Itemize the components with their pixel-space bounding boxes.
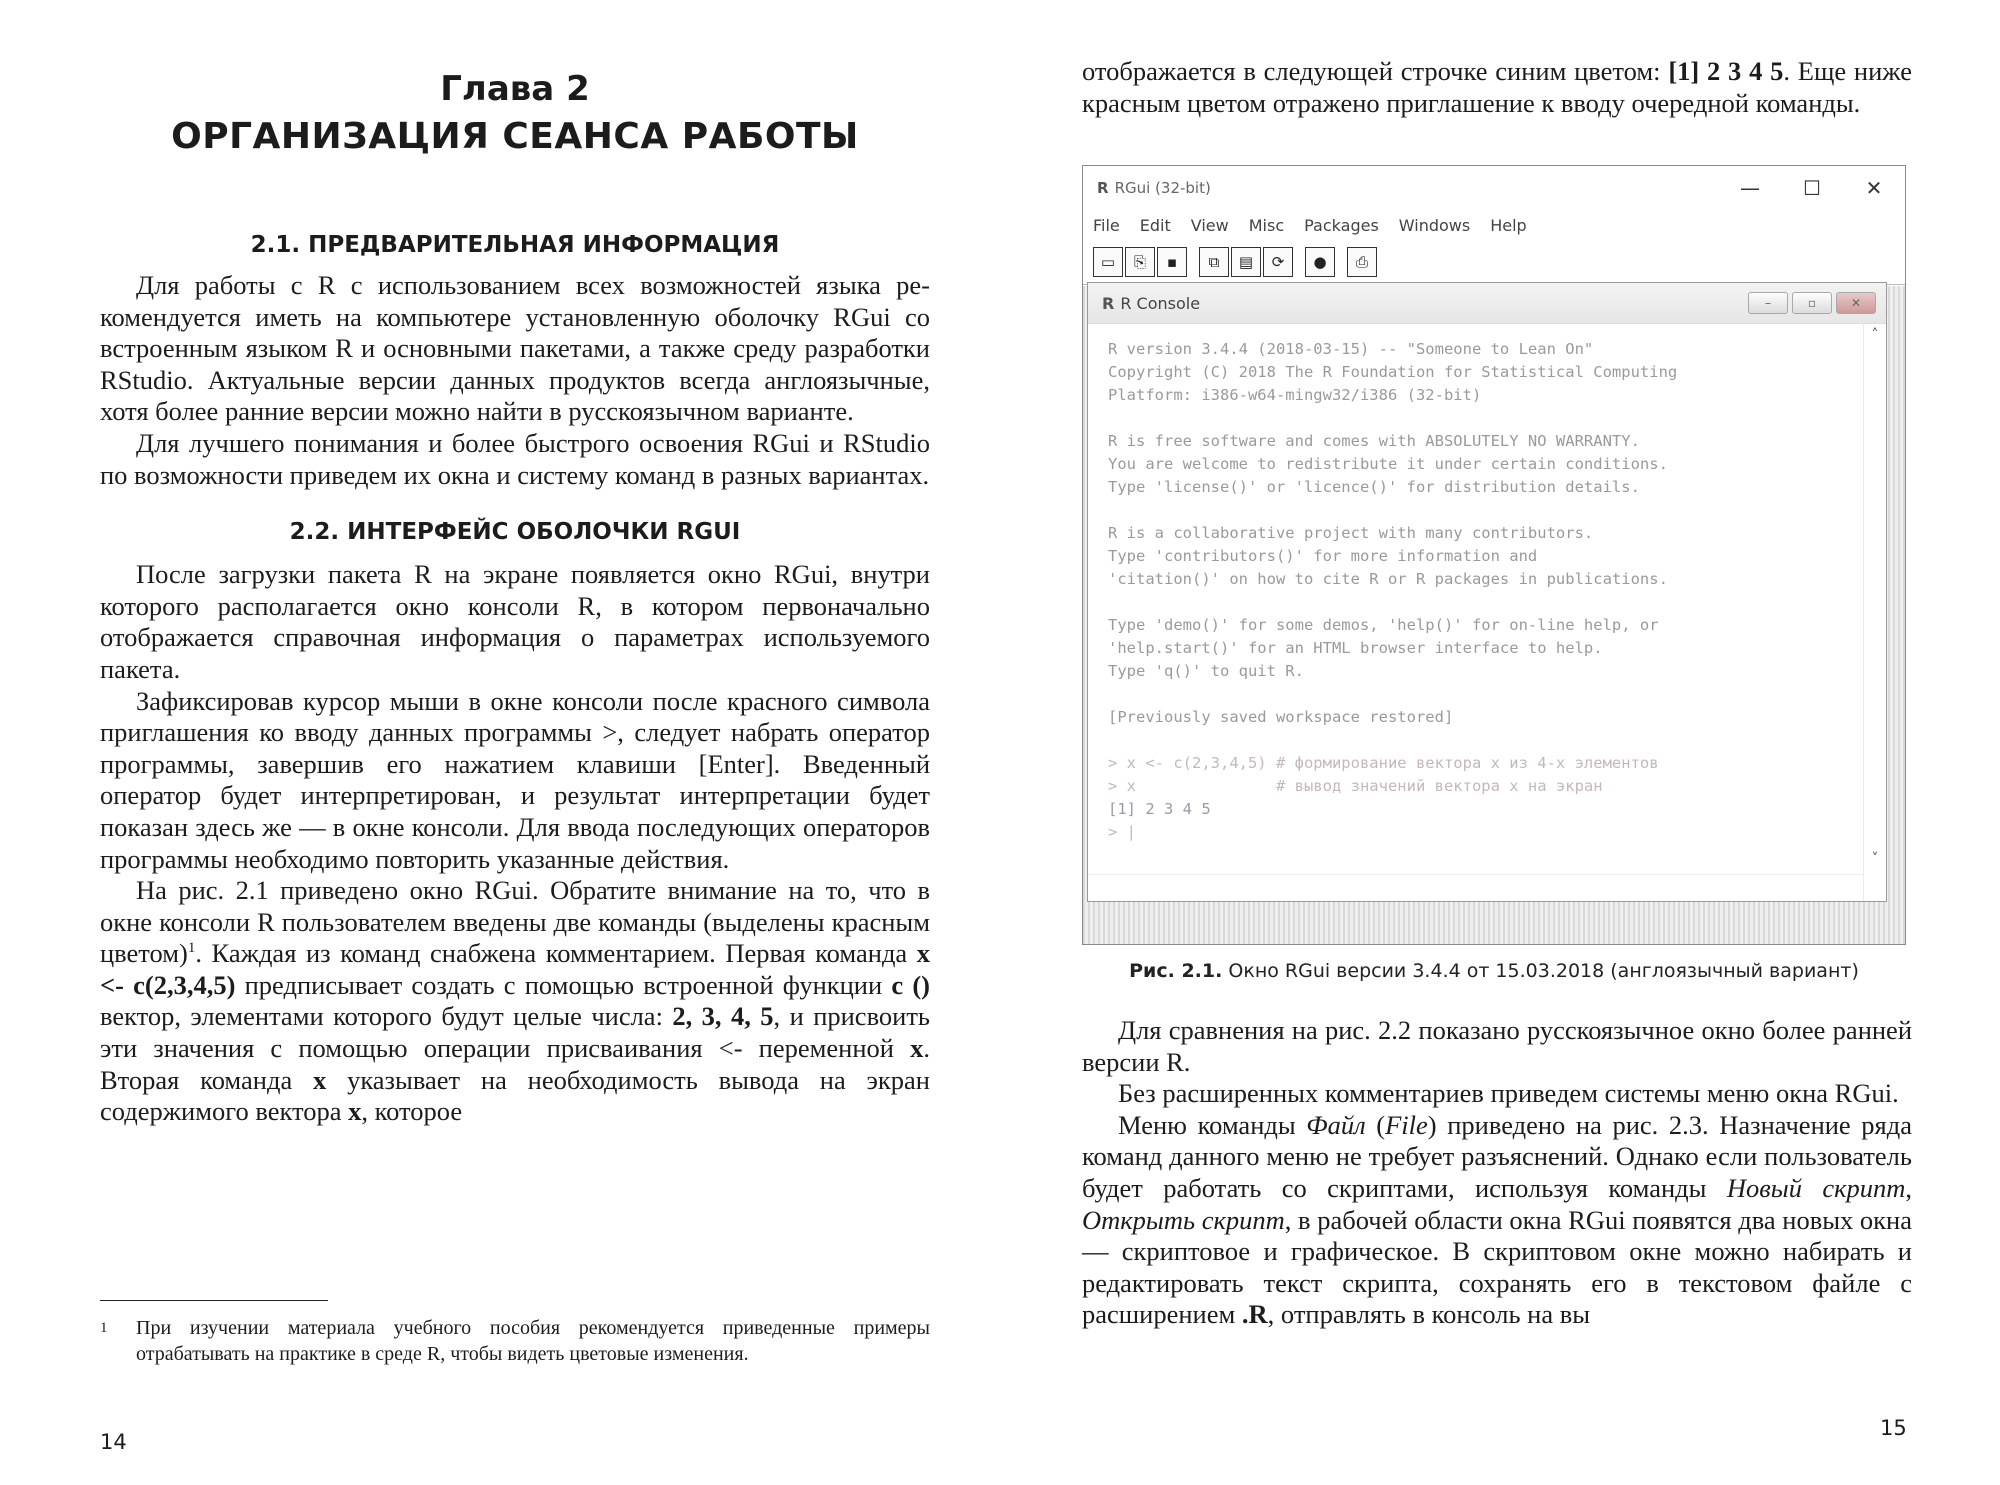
section-2-2-paragraph-2: Зафиксировав курсор мыши в окне консоли после красного символа приглашения ко вводу данных программы >, следует набрать оператор программы, завершив его нажатием клавиши [Enter]. Введенный оператор будет интерпретирован, и результат интерпретации будет показан здесь же — в окне консоли. Для ввода последующих операторов программы необходимо повторить указанные действия. <box>100 685 930 874</box>
section-2-2-title: 2.2. ИНТЕРФЕЙС ОБОЛОЧКИ RGUI <box>289 519 741 546</box>
rgui-titlebar <box>1083 166 1905 210</box>
r-logo-icon: R <box>1097 179 1109 197</box>
menu-file[interactable]: File <box>1093 215 1120 235</box>
figure-caption-text: Окно RGui версии 3.4.4 от 15.03.2018 (англоязычный вариант) <box>1222 960 1859 982</box>
chapter-heading <box>100 66 930 162</box>
console-horizontal-scrollbar[interactable] <box>1088 874 1864 901</box>
footnote-separator <box>100 1300 328 1301</box>
right-top-paragraph: отображается в следующей строчке синим цветом: [1] 2 3 4 5. Еще ниже красным цветом отражено приглашение к вводу очередной команды. <box>1082 56 1912 118</box>
scroll-up-icon[interactable]: ˄ <box>1871 327 1879 343</box>
print-icon[interactable]: ⎙ <box>1347 247 1377 277</box>
console-close-button[interactable]: ✕ <box>1836 292 1876 314</box>
section-2-1-title: 2.1. ПРЕДВАРИТЕЛЬНАЯ ИНФОРМАЦИЯ <box>250 232 780 258</box>
chapter-title: ОРГАНИЗАЦИЯ СЕАНСА РАБОТЫ <box>171 116 859 157</box>
rgui-window <box>1082 165 1906 945</box>
r-console-titlebar <box>1088 283 1886 324</box>
close-button[interactable]: ✕ <box>1865 176 1883 200</box>
save-workspace-icon[interactable]: ▪ <box>1157 247 1187 277</box>
page-number-left: 14 <box>100 1430 127 1454</box>
r-console-logo-icon: R <box>1102 293 1115 313</box>
code-c-function: c () <box>891 969 930 1000</box>
r-console-output[interactable]: R version 3.4.4 (2018-03-15) -- "Someone to Lean On" Copyright (C) 2018 The R Foundation for Statistical Computing Platform: i386-w64-mingw32/i386 (32-bit) R is free software and comes with ABSOLUTELY NO WARRANTY. You are welcome to redistribute it under certain conditions. Type 'license()' or 'licence()' for distribution details. R is a collaborative project with many contributors. Type 'contributors()' for more information and 'citation()' on how to cite R or R packages in publications. Type 'demo()' for some demos, 'help()' for on-line help, or 'help.start()' for an HTML browser interface to help. Type 'q()' to quit R. [Previously saved workspace restored] > x <- c(2,3,4,5) # формирование вектора x из 4-х элементов > x # вывод значений вектора x на экран [1] 2 3 4 5 > | <box>1108 340 1678 841</box>
minimize-button[interactable]: — <box>1740 176 1760 200</box>
right-paragraph-3: Меню команды Файл (File) приведено на рис. 2.3. Назначение ряда команд данного меню не требует разъяснений. Однако если пользователь будет работать со скриптами, используя команды Новый скрипт, Открыть скрипт, в рабочей области окна RGui появятся два новых окна — скриптовое и графическое. В скриптовом окне можно набирать и редактировать текст скрипта, сохранять его в текстовом файле с расширением .R, отправлять в консоль на вы <box>1082 1109 1913 1330</box>
menu-windows[interactable]: Windows <box>1398 215 1471 235</box>
r-console-window <box>1087 282 1887 902</box>
console-vertical-scrollbar[interactable] <box>1863 323 1886 901</box>
console-maximize-button[interactable]: ▫ <box>1792 292 1832 314</box>
footnote <box>100 1315 930 1367</box>
console-prompt: > | <box>1108 823 1136 841</box>
footnote-mark: 1 <box>100 1320 108 1336</box>
section-2-2-paragraph-1: После загрузки пакета R на экране появляется окно RGui, внутри которого располагается окно консоли R, в котором первоначально отображается справочная информация о параметрах используемого пакета. <box>100 559 930 684</box>
stop-icon[interactable]: ● <box>1305 247 1335 277</box>
right-paragraph-2: Без расширенных комментариев приведем системы меню окна RGui. <box>1118 1078 1899 1109</box>
rgui-menubar <box>1083 210 1905 240</box>
paste-icon[interactable]: ▤ <box>1231 247 1261 277</box>
left-page <box>100 0 930 1485</box>
chapter-number: Глава 2 <box>440 69 590 109</box>
load-workspace-icon[interactable]: ⎘ <box>1125 247 1155 277</box>
figure-caption-label: Рис. 2.1. <box>1129 960 1223 982</box>
menu-view[interactable]: View <box>1190 215 1229 235</box>
console-minimize-button[interactable]: – <box>1748 292 1788 314</box>
code-assign: x <- c(2,3,4,5) <box>100 938 930 1000</box>
page-number-right: 15 <box>1880 1416 1907 1440</box>
console-output-result: [1] 2 3 4 5 <box>1108 800 1211 818</box>
rgui-toolbar <box>1083 240 1905 285</box>
section-2-1-paragraph-2: Для лучшего понимания и более быстрого освоения RGui и RStudio по возможности приведем их окна и систему команд в разных вариантах. <box>100 427 930 490</box>
footnote-text: При изучении материала учебного пособия рекомендуется приведенные примеры отрабатывать на практике в среде R, чтобы видеть цветовые изменения. <box>136 1317 930 1365</box>
section-2-2-paragraph-3: На рис. 2.1 приведено окно RGui. Обратите внимание на то, что в окне консоли R пользователем введены две команды (выделены красным цветом)$^1$. Каждая из команд снабжена комментарием. Первая команда x <- c(2,3,4,5) предписывает создать с помощью встроенной функции c () вектор, элементами которого будут целые числа: 2, 3, 4, 5, и присвоить эти значения с помощью операции присваивания <- переменной x. Вторая команда x указывает на необходимость вывода на экран содержимого вектора x, которое <box>100 875 930 1127</box>
r-console-title: R Console <box>1120 293 1201 313</box>
console-command-1: > x <- c(2,3,4,5) # формирование вектора x из 4-х элементов <box>1108 754 1659 772</box>
menu-edit[interactable]: Edit <box>1139 215 1171 235</box>
copy-icon[interactable]: ⧉ <box>1199 247 1229 277</box>
console-command-2: > x # вывод значений вектора x на экран <box>1108 777 1603 795</box>
footnote-ref[interactable]: 1 <box>187 940 196 957</box>
maximize-button[interactable]: ☐ <box>1803 176 1821 200</box>
menu-packages[interactable]: Packages <box>1304 215 1379 235</box>
menu-misc[interactable]: Misc <box>1248 215 1285 235</box>
rgui-window-title: RGui (32-bit) <box>1114 179 1211 197</box>
menu-help[interactable]: Help <box>1490 215 1527 235</box>
section-2-1-paragraph-1: Для работы с R с использованием всех возможностей языка рекомендуется иметь на компьютере установленную оболочку RGui со встроенным языком R и основными пакетами, а также среду разработки RStudio. Актуальные версии данных продуктов всегда англоязычные, хотя более ранние версии можно найти в русскоязычном варианте. <box>100 270 930 427</box>
right-paragraph-1: Для сравнения на рис. 2.2 показано русскоязычное окно более ранней версии R. <box>1082 1015 1912 1077</box>
scroll-down-icon[interactable]: ˅ <box>1871 851 1879 867</box>
copy-paste-icon[interactable]: ⟳ <box>1263 247 1293 277</box>
figure-caption <box>1082 960 1906 982</box>
open-script-icon[interactable]: ▭ <box>1093 247 1123 277</box>
